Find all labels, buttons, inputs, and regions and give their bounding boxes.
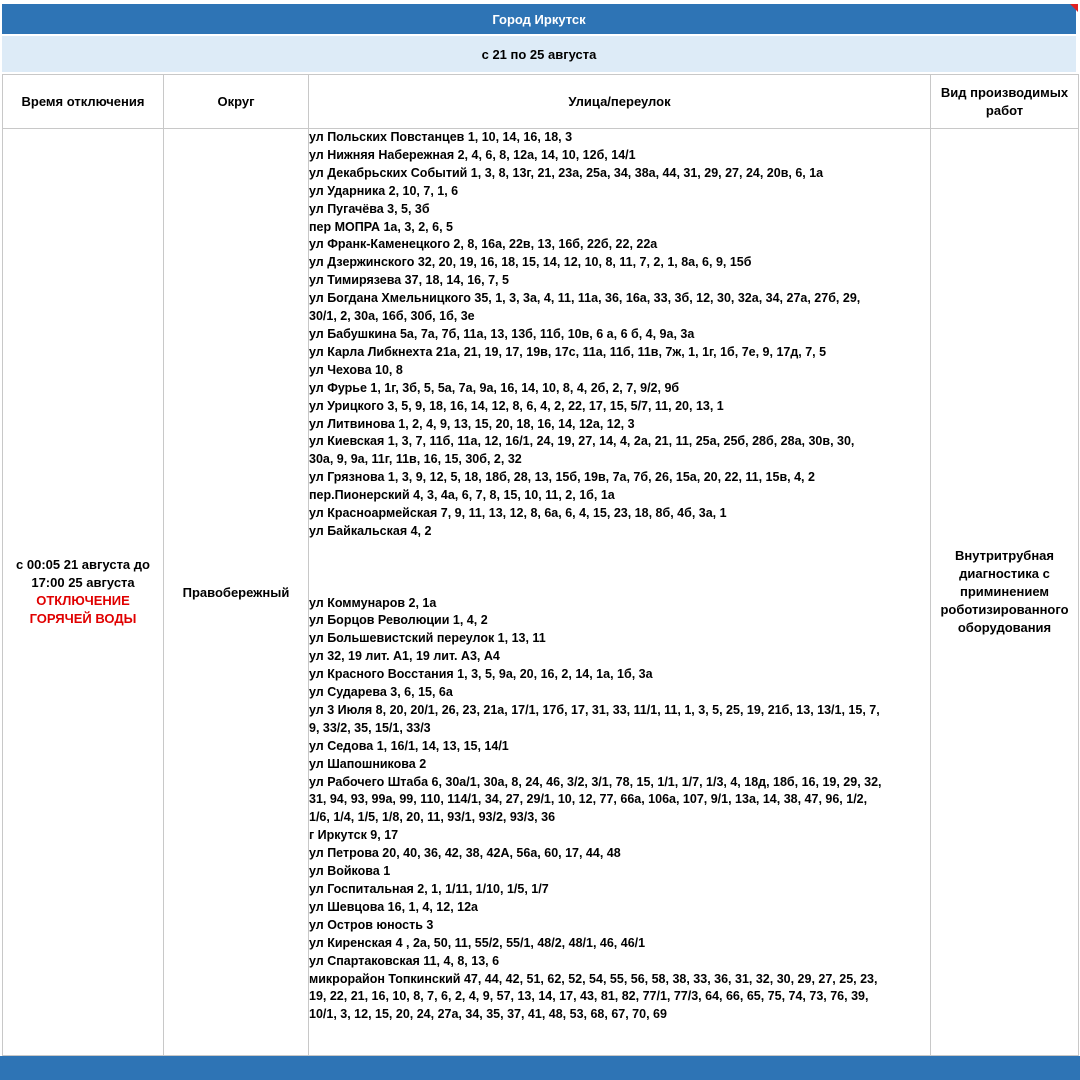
street-line: ул Богдана Хмельницкого 35, 1, 3, 3а, 4, 11, 11а, 36, 16а, 33, 3б, 12, 30, 32а, 34, 27а, 27б, 29, (309, 291, 861, 306)
street-line: ул Сударева 3, 6, 15, 6а (309, 685, 453, 700)
schedule-document (2, 2, 1078, 1078)
street-line: ул Петрова 20, 40, 36, 42, 38, 42А, 56а, 60, 17, 44, 48 (309, 846, 621, 861)
date-range: с 21 по 25 августа (2, 36, 1076, 72)
street-line: г Иркутск 9, 17 (309, 828, 399, 843)
column-header-work-type: Вид производимых работ (931, 75, 1079, 129)
street-line: ул Седова 1, 16/1, 14, 13, 15, 14/1 (309, 738, 509, 753)
street-line: ул Дзержинского 32, 20, 19, 16, 18, 15, 14, 12, 10, 8, 11, 7, 2, 1, 8а, 6, 9, 15б (309, 255, 752, 270)
street-line: ул Фурье 1, 1г, 3б, 5, 5а, 7а, 9а, 16, 14, 10, 8, 4, 2б, 2, 7, 9/2, 9б (309, 380, 680, 395)
street-line: ул Тимирязева 37, 18, 14, 16, 7, 5 (309, 273, 509, 288)
street-line: ул Шапошникова 2 (309, 756, 427, 771)
street-line: ул Красного Восстания 1, 3, 5, 9а, 20, 16, 2, 14, 1а, 1б, 3а (309, 667, 653, 682)
footer-bar (0, 1056, 1080, 1080)
table-row (3, 129, 1079, 1056)
street-line: ул Большевистский переулок 1, 13, 11 (309, 631, 546, 646)
street-line: ул Байкальская 4, 2 (309, 523, 432, 538)
street-line: ул Шевцова 16, 1, 4, 12, 12а (309, 899, 479, 914)
corner-marker (1070, 4, 1078, 12)
street-line: 1/6, 1/4, 1/5, 1/8, 20, 11, 93/1, 93/2, 93/3, 36 (309, 810, 556, 825)
street-line: 30/1, 2, 30а, 16б, 30б, 1б, 3е (309, 309, 475, 324)
street-line: ул Нижняя Набережная 2, 4, 6, 8, 12а, 14, 10, 12б, 14/1 (309, 147, 636, 162)
street-line: ул Урицкого 3, 5, 9, 18, 16, 14, 12, 8, 6, 4, 2, 22, 17, 15, 5/7, 11, 20, 13, 1 (309, 398, 724, 413)
column-header-district: Округ (164, 75, 309, 129)
street-line: ул Пугачёва 3, 5, 3б (309, 201, 430, 216)
street-line: ул Литвинова 1, 2, 4, 9, 13, 15, 20, 18, 16, 14, 12а, 12, 3 (309, 416, 635, 431)
column-header-street: Улица/переулок (309, 75, 931, 129)
street-line: ул 3 Июля 8, 20, 20/1, 26, 23, 21а, 17/1, 17б, 17, 31, 33, 11/1, 11, 1, 3, 5, 25, 19, 21б, 13, 13/1, 15, 7, (309, 702, 880, 717)
street-line: ул Ударника 2, 10, 7, 1, 6 (309, 183, 459, 198)
district-cell (164, 129, 309, 1056)
street-line: ул Чехова 10, 8 (309, 362, 403, 377)
street-line: ул Франк-Каменецкого 2, 8, 16а, 22в, 13, 16б, 22б, 22, 22а (309, 237, 658, 252)
street-line: ул Бабушкина 5а, 7а, 7б, 11а, 13, 13б, 11б, 10в, 6 а, 6 б, 4, 9а, 3а (309, 326, 695, 341)
street-line (309, 559, 930, 577)
district-name: Правобережный (182, 584, 290, 600)
street-line: ул Киренская 4 , 2а, 50, 11, 55/2, 55/1, 48/2, 48/1, 46, 46/1 (309, 935, 646, 950)
street-line: 31, 94, 93, 99а, 99, 110, 114/1, 34, 27, 29/1, 10, 12, 77, 66а, 106а, 107, 9/1, 13а, 14, 38, 47, 96, 1/2, (309, 792, 868, 807)
street-line (309, 541, 930, 559)
outage-table (2, 74, 1079, 1056)
column-header-time: Время отключения (3, 75, 164, 129)
outage-time: с 00:05 21 августа до (16, 557, 150, 572)
street-line: ул Польских Повстанцев 1, 10, 14, 16, 18, 3 (309, 130, 573, 144)
work-type-cell: Внутритрубная диагностика с приминением роботизированного оборудования (931, 129, 1079, 1056)
street-line: ул Грязнова 1, 3, 9, 12, 5, 18, 18б, 28, 13, 15б, 19в, 7а, 7б, 26, 15а, 20, 22, 11, 15в, 4, 2 (309, 470, 815, 485)
street-line: пер МОПРА 1а, 3, 2, 6, 5 (309, 219, 453, 234)
street-line: ул 32, 19 лит. А1, 19 лит. А3, А4 (309, 649, 500, 664)
city-title: Город Иркутск (2, 4, 1076, 34)
street-line: 19, 22, 21, 16, 10, 8, 7, 6, 2, 4, 9, 57, 13, 14, 17, 43, 81, 82, 77/1, 77/3, 64, 66, 65, 75, 74, 73, 76, 39, (309, 989, 869, 1004)
street-line (309, 577, 930, 595)
street-line: ул Карла Либкнехта 21а, 21, 19, 17, 19в, 17с, 11а, 11б, 11в, 7ж, 1, 1г, 1б, 7е, 9, 17д, 7, 5 (309, 344, 827, 359)
street-line: ул Декабрьских Событий 1, 3, 8, 13г, 21, 23а, 25а, 34, 38а, 44, 31, 29, 27, 24, 20в, 6, 1а (309, 165, 824, 180)
table-header-row (3, 75, 1079, 129)
street-line: 10/1, 3, 12, 15, 20, 24, 27а, 34, 35, 37, 41, 48, 53, 68, 67, 70, 69 (309, 1007, 667, 1022)
street-line: ул Войкова 1 (309, 864, 391, 879)
outage-alert: ОТКЛЮЧЕНИЕ (36, 593, 130, 608)
street-list (309, 129, 931, 1056)
street-line: ул Спартаковская 11, 4, 8, 13, 6 (309, 953, 500, 968)
street-line: ул Красноармейская 7, 9, 11, 13, 12, 8, 6а, 6, 4, 15, 23, 18, 8б, 4б, 3а, 1 (309, 506, 727, 521)
street-line: микрорайон Топкинский 47, 44, 42, 51, 62, 52, 54, 55, 56, 58, 38, 33, 36, 31, 32, 30, 29, 27, 25, 23, (309, 971, 878, 986)
street-line: пер.Пионерский 4, 3, 4а, 6, 7, 8, 15, 10, 11, 2, 1б, 1а (309, 488, 615, 503)
street-line: ул Коммунаров 2, 1а (309, 595, 437, 610)
street-line: 9, 33/2, 35, 15/1, 33/3 (309, 720, 431, 735)
street-line: ул Рабочего Штаба 6, 30а/1, 30а, 8, 24, 46, 3/2, 3/1, 78, 15, 1/1, 1/7, 1/3, 4, 18д, 18б, 16, 19, 29, 32, (309, 774, 882, 789)
street-line: ул Госпитальная 2, 1, 1/11, 1/10, 1/5, 1/7 (309, 882, 549, 897)
street-line: ул Борцов Революции 1, 4, 2 (309, 613, 488, 628)
street-line: 30а, 9, 9а, 11г, 11в, 16, 15, 30б, 2, 32 (309, 452, 522, 467)
outage-time-cell: с 00:05 21 августа до 17:00 25 августа ОТКЛЮЧЕНИЕ ГОРЯЧЕЙ ВОДЫ (3, 129, 164, 1056)
street-line: ул Киевская 1, 3, 7, 11б, 11а, 12, 16/1, 24, 19, 27, 14, 4, 2а, 21, 11, 25а, 25б, 28б, 28а, 30в, 30, (309, 434, 855, 449)
street-line: ул Остров юность 3 (309, 917, 434, 932)
